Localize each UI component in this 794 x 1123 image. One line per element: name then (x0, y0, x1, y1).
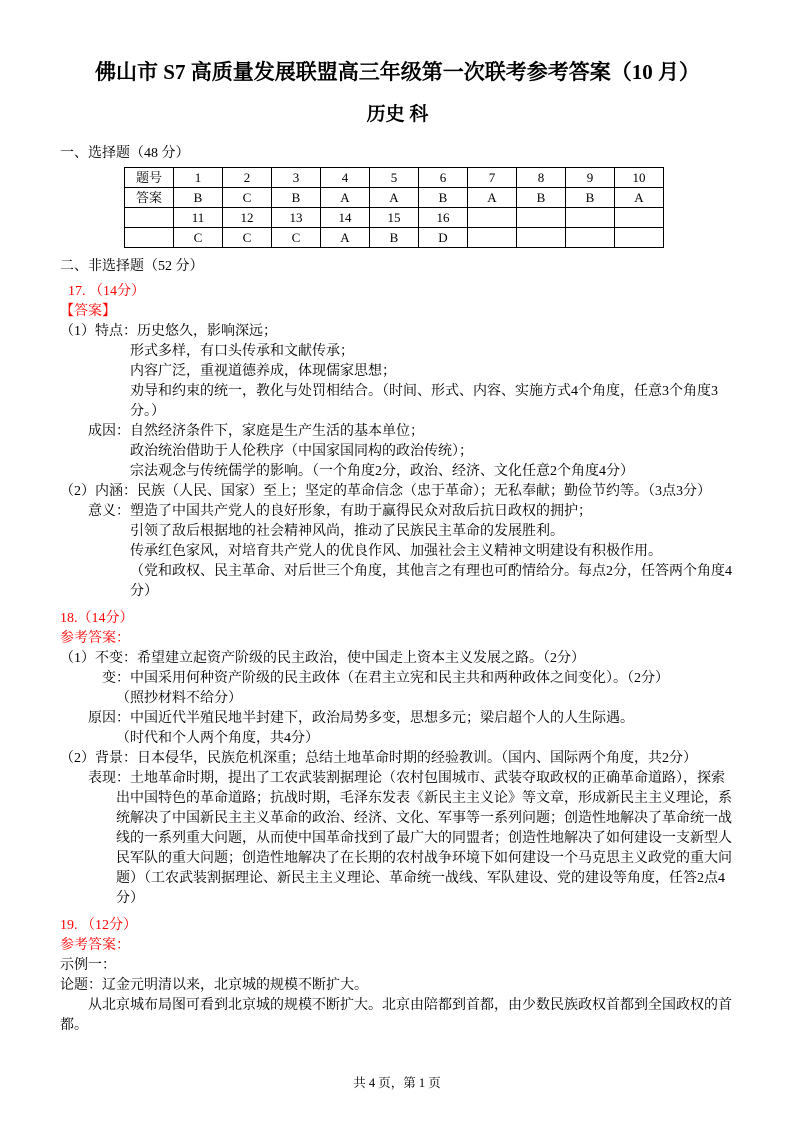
table-cell: 3 (272, 168, 321, 188)
table-row (125, 168, 664, 188)
table-cell (566, 208, 615, 228)
table-cell: B (566, 188, 615, 208)
table-cell: B (370, 228, 419, 248)
answer-line: （2）背景：日本侵华，民族危机深重；总结土地革命时期的经验教训。（国内、国际两个角度，共2分） (60, 751, 697, 766)
table-cell (566, 228, 615, 248)
question-18-heading: 18.（14分） (60, 611, 134, 626)
table-cell: B (272, 188, 321, 208)
table-row (125, 208, 664, 228)
table-row (125, 228, 664, 248)
answer-line: 变：中国采用何种资产阶级的民主政体（在君主立宪和民主共和两种政体之间变化）。（2分） (102, 671, 669, 686)
table-cell: B (174, 188, 223, 208)
answer-line: 引领了敌后根据地的社会精神风尚，推动了民族民主革命的发展胜利。 (130, 524, 564, 539)
table-cell: 1 (174, 168, 223, 188)
table-cell: C (223, 188, 272, 208)
document-title: 佛山市 S7 高质量发展联盟高三年级第一次联考参考答案（10 月） (95, 60, 700, 84)
answer-table-body (125, 168, 664, 248)
question-19-block (60, 916, 735, 1036)
answer-line: 形式多样，有口头传承和文献传承； (130, 344, 354, 359)
answer-line: 宗法观念与传统儒学的影响。（一个角度2分，政治、经济、文化任意2个角度4分） (130, 464, 634, 479)
table-cell: 14 (321, 208, 370, 228)
answer-line: 原因：中国近代半殖民地半封建下，政治局势多变，思想多元；梁启超个人的人生际遇。 (88, 711, 634, 726)
answer-table (124, 167, 664, 248)
table-cell (468, 228, 517, 248)
table-cell: A (468, 188, 517, 208)
answer-line: 表现：土地革命时期，提出了工农武装割据理论（农村包围城市、武装夺取政权的正确革命道路），探索出中国特色的革命道路；抗战时期，毛泽东发表《新民主主义论》等文章，形成新民主主义理论，系统解决了中国新民主主义革命的政治、经济、文化、军事等一系列问题；创造性地解决了革命统一战线的一系列重大问题，从而使中国革命找到了最广大的同盟者；创造性地解决了如何建设一支新型人民军队的重大问题；创造性地解决了在长期的农村战争环境下如何建设一个马克思主义政党的重大问题）（工农武装割据理论、新民主主义理论、革命统一战线、军队建设、党的建设等角度，任答2点4分） (88, 771, 732, 906)
table-cell: D (419, 228, 468, 248)
answer-line: 示例一： (60, 958, 116, 973)
answer-line: 意义：塑造了中国共产党人的良好形象，有助于赢得民众对敌后抗日政权的拥护； (88, 504, 592, 519)
answer-line: （照抄材料不给分） (116, 691, 242, 706)
answer-line: （1）不变：希望建立起资产阶级的民主政治，使中国走上资本主义发展之路。（2分） (60, 651, 585, 666)
answer-line: 从北京城布局图可看到北京城的规模不断扩大。北京由陪都到首都，由少数民族政权首都到全国政权的首都。 (60, 998, 732, 1033)
table-cell (517, 228, 566, 248)
table-cell (615, 208, 664, 228)
question-17-heading: 17. （14分） (68, 284, 145, 299)
table-row (125, 188, 664, 208)
table-cell (468, 208, 517, 228)
table-cell: A (615, 188, 664, 208)
table-cell: 6 (419, 168, 468, 188)
table-cell: A (370, 188, 419, 208)
table-cell: C (223, 228, 272, 248)
choice-section-heading: 一、选择题（48 分） (60, 146, 190, 161)
subject-title: 历史 科 (366, 104, 429, 125)
table-cell: 16 (419, 208, 468, 228)
table-cell: 11 (174, 208, 223, 228)
table-cell: 8 (517, 168, 566, 188)
table-cell: 9 (566, 168, 615, 188)
table-cell: 2 (223, 168, 272, 188)
table-cell: 7 (468, 168, 517, 188)
table-cell: B (517, 188, 566, 208)
answer-line: （时代和个人两个角度，共4分） (116, 731, 319, 746)
question-17-block (60, 282, 735, 602)
table-cell: C (174, 228, 223, 248)
page-footer: 共 4 页，第 1 页 (353, 1076, 441, 1090)
question-17-answer-label: 【答案】 (60, 304, 116, 319)
table-cell (517, 208, 566, 228)
answer-line: 内容广泛，重视道德养成，体现儒家思想； (130, 364, 396, 379)
table-cell (125, 228, 174, 248)
answer-line: 政治统治借助于人伦秩序（中国家国同构的政治传统）； (130, 444, 473, 459)
question-18-block (60, 609, 735, 909)
table-cell: 10 (615, 168, 664, 188)
table-cell: A (321, 228, 370, 248)
question-19-heading: 19. （12分） (60, 918, 137, 933)
table-cell: 答案 (125, 188, 174, 208)
table-cell: 题号 (125, 168, 174, 188)
answer-line: （党和政权、民主革命、对后世三个角度，其他言之有理也可酌情给分。每点2分，任答两个角度4分） (130, 564, 732, 599)
answer-line: 劝导和约束的统一，教化与处罚相结合。（时间、形式、内容、实施方式4个角度，任意3个角度3分。） (130, 384, 718, 419)
answer-line: （1）特点：历史悠久，影响深远； (60, 324, 277, 339)
table-cell: 15 (370, 208, 419, 228)
question-19-answer-label: 参考答案： (60, 938, 130, 953)
table-cell (615, 228, 664, 248)
table-cell: 13 (272, 208, 321, 228)
table-cell: 4 (321, 168, 370, 188)
table-cell (125, 208, 174, 228)
table-cell: A (321, 188, 370, 208)
table-cell: 12 (223, 208, 272, 228)
answer-line: 论题：辽金元明清以来，北京城的规模不断扩大。 (60, 978, 368, 993)
answer-line: 成因：自然经济条件下，家庭是生产生活的基本单位； (88, 424, 424, 439)
table-cell: B (419, 188, 468, 208)
answer-line: （2）内涵：民族（人民、国家）至上；坚定的革命信念（忠于革命）；无私奉献；勤俭节约等。（3点3分） (60, 484, 711, 499)
table-cell: C (272, 228, 321, 248)
non-choice-section-heading: 二、非选择题（52 分） (60, 259, 204, 274)
question-18-answer-label: 参考答案： (60, 631, 130, 646)
answer-line: 传承红色家风，对培育共产党人的优良作风、加强社会主义精神文明建设有积极作用。 (130, 544, 662, 559)
table-cell: 5 (370, 168, 419, 188)
